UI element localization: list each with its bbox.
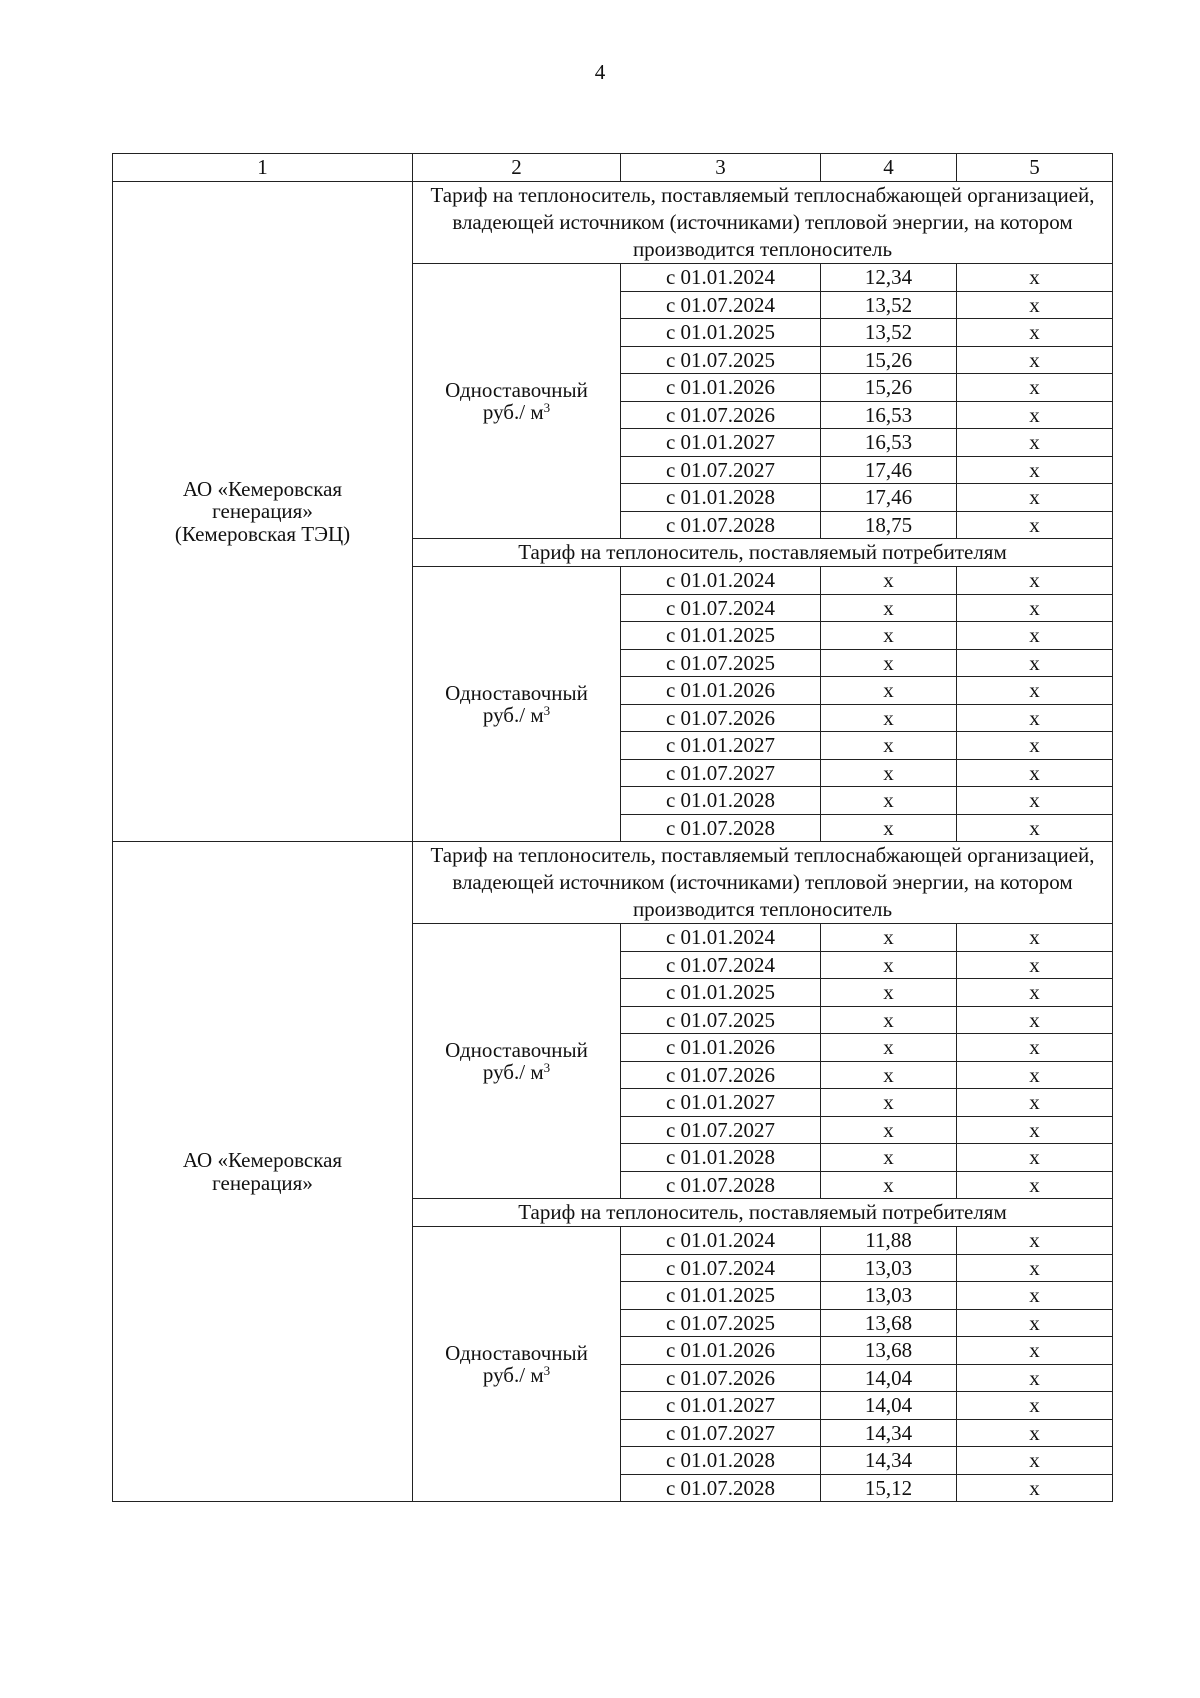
rate-type-cell [413,567,621,842]
tariff-value-cell: 13,03 [821,1282,957,1310]
unit-superscript: 3 [543,703,551,718]
period-cell: с 01.01.2027 [621,1392,821,1420]
tariff-col5-cell: х [957,1034,1113,1062]
rate-unit-label [415,1364,618,1386]
section-heading: Тариф на теплоноситель, поставляемый теплоснабжающей организацией, владеющей источником (источниками) тепловой энергии, на котором производится теплоноситель [413,842,1113,924]
tariff-col5-cell: х [957,677,1113,705]
tariff-value-cell: 15,26 [821,374,957,402]
tariff-value-cell: х [821,924,957,952]
period-cell: с 01.01.2026 [621,1034,821,1062]
period-cell: с 01.07.2028 [621,511,821,539]
tariff-col5-cell: х [957,401,1113,429]
period-cell: с 01.01.2024 [621,264,821,292]
period-cell: с 01.01.2024 [621,924,821,952]
column-number-row [113,154,1113,182]
tariff-value-cell: х [821,1061,957,1089]
rate-type-label: Одноставочный [445,680,588,705]
period-cell: с 01.07.2027 [621,1419,821,1447]
tariff-value-cell: х [821,1006,957,1034]
period-cell: с 01.01.2024 [621,1227,821,1255]
tariff-value-cell: 16,53 [821,429,957,457]
tariff-col5-cell: х [957,1089,1113,1117]
tariff-value-cell: х [821,594,957,622]
tariff-col5-cell: х [957,291,1113,319]
rate-type-label: Одноставочный [445,1037,588,1062]
tariff-value-cell: 14,34 [821,1419,957,1447]
period-cell: с 01.01.2026 [621,677,821,705]
tariff-value-cell: 17,46 [821,456,957,484]
rate-type-label: Одноставочный [445,1340,588,1365]
organization-name: АО «Кемеровская генерация» [113,842,413,1502]
period-cell: с 01.01.2025 [621,622,821,650]
tariff-col5-cell: х [957,484,1113,512]
tariff-col5-cell: х [957,1254,1113,1282]
tariff-col5-cell: х [957,456,1113,484]
tariff-value-cell: х [821,814,957,842]
tariff-col5-cell: х [957,1282,1113,1310]
period-cell: с 01.07.2027 [621,1116,821,1144]
period-cell: с 01.07.2028 [621,1171,821,1199]
tariff-col5-cell: х [957,1474,1113,1502]
tariff-col5-cell: х [957,1171,1113,1199]
tariff-value-cell: 14,34 [821,1447,957,1475]
period-cell: с 01.01.2028 [621,1144,821,1172]
period-cell: с 01.01.2024 [621,567,821,595]
period-cell: с 01.01.2026 [621,1337,821,1365]
tariff-col5-cell: х [957,1309,1113,1337]
tariff-col5-cell: х [957,1061,1113,1089]
tariff-value-cell: х [821,1144,957,1172]
period-cell: с 01.07.2026 [621,704,821,732]
tariff-value-cell: х [821,1116,957,1144]
period-cell: с 01.07.2025 [621,346,821,374]
column-header: 5 [957,154,1113,182]
period-cell: с 01.07.2025 [621,1309,821,1337]
unit-superscript: 3 [543,400,551,415]
rate-type-cell [413,1227,621,1502]
tariff-col5-cell: х [957,567,1113,595]
tariff-col5-cell: х [957,759,1113,787]
period-cell: с 01.01.2028 [621,484,821,512]
rate-unit-label [415,1061,618,1083]
tariff-value-cell: х [821,1089,957,1117]
tariff-col5-cell: х [957,264,1113,292]
tariff-value-cell: х [821,622,957,650]
section-heading-row [113,842,1113,924]
period-cell: с 01.01.2025 [621,319,821,347]
tariff-table [112,153,1113,1502]
tariff-value-cell: х [821,979,957,1007]
tariff-value-cell: х [821,732,957,760]
unit-superscript: 3 [543,1060,551,1075]
tariff-value-cell: 14,04 [821,1364,957,1392]
tariff-col5-cell: х [957,1364,1113,1392]
tariff-col5-cell: х [957,1392,1113,1420]
tariff-value-cell: 15,26 [821,346,957,374]
tariff-value-cell: 13,68 [821,1337,957,1365]
unit-text: руб./ м [482,1363,544,1387]
unit-text: руб./ м [482,400,544,424]
column-header: 2 [413,154,621,182]
tariff-col5-cell: х [957,319,1113,347]
rate-type-cell [413,924,621,1199]
period-cell: с 01.01.2025 [621,1282,821,1310]
rate-type-label: Одноставочный [445,377,588,402]
tariff-col5-cell: х [957,346,1113,374]
unit-superscript: 3 [543,1363,551,1378]
period-cell: с 01.01.2027 [621,429,821,457]
tariff-value-cell: 12,34 [821,264,957,292]
tariff-col5-cell: х [957,374,1113,402]
period-cell: с 01.01.2026 [621,374,821,402]
tariff-value-cell: 13,52 [821,319,957,347]
period-cell: с 01.07.2025 [621,649,821,677]
section-heading: Тариф на теплоноситель, поставляемый потребителям [413,539,1113,567]
period-cell: с 01.07.2028 [621,1474,821,1502]
tariff-col5-cell: х [957,704,1113,732]
period-cell: с 01.01.2025 [621,979,821,1007]
rate-unit-label [415,704,618,726]
tariff-value-cell: 15,12 [821,1474,957,1502]
tariff-value-cell: х [821,649,957,677]
tariff-col5-cell: х [957,924,1113,952]
column-header: 1 [113,154,413,182]
period-cell: с 01.07.2024 [621,1254,821,1282]
tariff-col5-cell: х [957,1227,1113,1255]
tariff-col5-cell: х [957,622,1113,650]
column-header: 4 [821,154,957,182]
tariff-value-cell: х [821,704,957,732]
tariff-value-cell: х [821,1171,957,1199]
rate-unit-label [415,401,618,423]
section-heading-row [113,182,1113,264]
tariff-col5-cell: х [957,1144,1113,1172]
column-header: 3 [621,154,821,182]
tariff-value-cell: х [821,759,957,787]
period-cell: с 01.07.2024 [621,291,821,319]
tariff-value-cell: 18,75 [821,511,957,539]
tariff-col5-cell: х [957,1116,1113,1144]
period-cell: с 01.07.2027 [621,759,821,787]
period-cell: с 01.07.2028 [621,814,821,842]
unit-text: руб./ м [482,703,544,727]
tariff-value-cell: 16,53 [821,401,957,429]
page-number: 4 [594,60,606,84]
section-heading: Тариф на теплоноситель, поставляемый теплоснабжающей организацией, владеющей источником (источниками) тепловой энергии, на котором производится теплоноситель [413,182,1113,264]
tariff-col5-cell: х [957,787,1113,815]
tariff-value-cell: 13,52 [821,291,957,319]
tariff-col5-cell: х [957,594,1113,622]
tariff-col5-cell: х [957,649,1113,677]
tariff-col5-cell: х [957,732,1113,760]
period-cell: с 01.07.2026 [621,1061,821,1089]
period-cell: с 01.07.2024 [621,594,821,622]
organization-name: АО «Кемеровская генерация» (Кемеровская ТЭЦ) [113,182,413,842]
period-cell: с 01.01.2028 [621,787,821,815]
tariff-col5-cell: х [957,1419,1113,1447]
unit-text: руб./ м [482,1060,544,1084]
rate-type-cell [413,264,621,539]
period-cell: с 01.07.2025 [621,1006,821,1034]
tariff-col5-cell: х [957,511,1113,539]
tariff-value-cell: х [821,951,957,979]
tariff-value-cell: х [821,1034,957,1062]
period-cell: с 01.07.2024 [621,951,821,979]
period-cell: с 01.07.2026 [621,401,821,429]
tariff-col5-cell: х [957,951,1113,979]
tariff-value-cell: 13,68 [821,1309,957,1337]
tariff-col5-cell: х [957,979,1113,1007]
tariff-value-cell: 14,04 [821,1392,957,1420]
tariff-value-cell: 13,03 [821,1254,957,1282]
tariff-col5-cell: х [957,429,1113,457]
tariff-col5-cell: х [957,1337,1113,1365]
period-cell: с 01.01.2028 [621,1447,821,1475]
tariff-value-cell: 17,46 [821,484,957,512]
tariff-value-cell: 11,88 [821,1227,957,1255]
period-cell: с 01.07.2026 [621,1364,821,1392]
period-cell: с 01.01.2027 [621,1089,821,1117]
period-cell: с 01.01.2027 [621,732,821,760]
tariff-col5-cell: х [957,814,1113,842]
tariff-value-cell: х [821,787,957,815]
section-heading: Тариф на теплоноситель, поставляемый потребителям [413,1199,1113,1227]
tariff-col5-cell: х [957,1447,1113,1475]
tariff-value-cell: х [821,677,957,705]
tariff-col5-cell: х [957,1006,1113,1034]
tariff-value-cell: х [821,567,957,595]
period-cell: с 01.07.2027 [621,456,821,484]
